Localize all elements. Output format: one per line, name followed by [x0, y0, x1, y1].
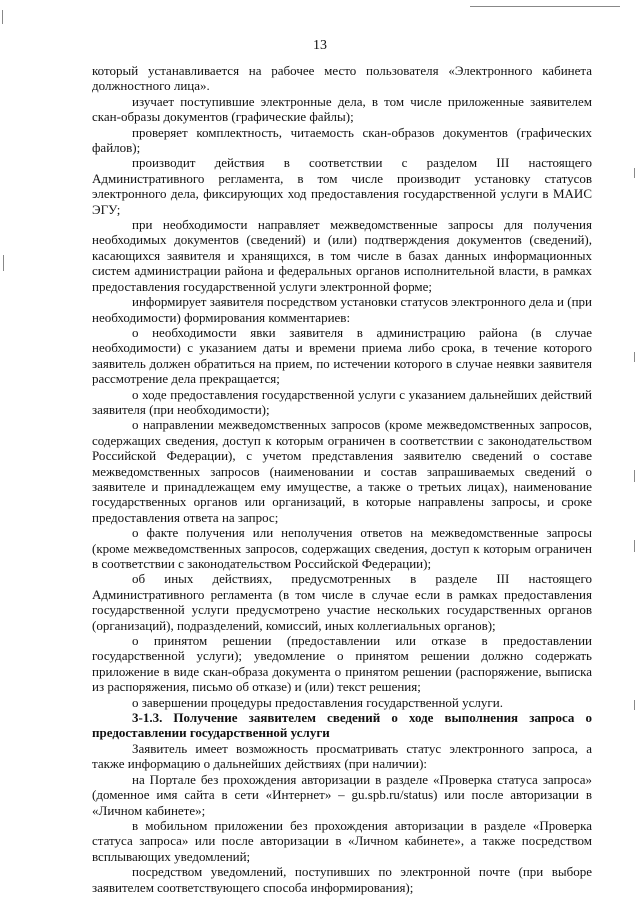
paragraph: Заявитель имеет возможность просматривать статус электронного запроса, а также информацию о дальнейших действиях (при наличии): — [92, 740, 592, 772]
scan-mark-left-1 — [2, 10, 3, 24]
paragraph: производит действия в соответствии с разделом III настоящего Административного регламента, в том числе производит установку статусов электронного дела, фиксирующих ход предоставления государственной услуги в МАИС ЭГУ; — [92, 155, 592, 217]
paragraph: который устанавливается на рабочее место пользователя «Электронного кабинета должностного лица». — [92, 63, 592, 94]
section-heading: 3-1.3. Получение заявителем сведений о ходе выполнения запроса о предоставлении государственной услуги — [92, 710, 592, 741]
paragraph: о факте получения или неполучения ответов на межведомственные запросы (кроме межведомственных запросов, содержащих сведения, доступ к которым ограничен в соответствии с законодательством Российской Федерации); — [92, 525, 592, 571]
scan-mark-right-4 — [634, 540, 635, 552]
paragraph: на Портале без прохождения авторизации в разделе «Проверка статуса запроса» (доменное имя сайта в сети «Интернет» – gu.spb.ru/status) или после авторизации в «Личном кабинете»; — [92, 771, 592, 818]
paragraph: информирует заявителя посредством установки статусов электронного дела и (при необходимости) формирования комментариев: — [92, 294, 592, 325]
scan-mark-right-3 — [634, 470, 635, 482]
paragraph: о необходимости явки заявителя в администрацию района (в случае необходимости) с указанием даты и времени приема либо срока, в течение которого заявитель должен обратиться на прием, по истечении которого в случае неявки заявителя рассмотрение дела прекращается; — [92, 324, 592, 387]
paragraph: при необходимости направляет межведомственные запросы для получения необходимых документов (сведений) и (или) подтверждения документов (сведений), касающихся заявителя и хранящихся, в том числе в базах данных информационных систем администрации района и федеральных органов исполнительной власти, в рамках предоставления государственной услуги электронной форме; — [92, 217, 592, 294]
paragraph: в мобильном приложении без прохождения авторизации в разделе «Проверка статуса запроса» или после авторизации в «Личном кабинете», а также посредством всплывающих уведомлений; — [92, 817, 592, 864]
scan-mark-right-2 — [634, 352, 635, 362]
paragraph: о ходе предоставления государственной услуги с указанием дальнейших действий заявителя (при необходимости); — [92, 386, 592, 417]
paragraph: о завершении процедуры предоставления государственной услуги. — [132, 694, 503, 710]
scan-mark-right-5 — [634, 700, 635, 710]
scan-mark-right-1 — [634, 168, 635, 178]
paragraph: проверяет комплектность, читаемость скан-образов документов (графических файлов); — [92, 124, 592, 156]
scan-mark-top-right — [470, 6, 620, 7]
page-number: 13 — [313, 38, 327, 53]
scan-mark-left-2 — [3, 255, 4, 271]
paragraph: о принятом решении (предоставлении или отказе в предоставлении государственной услуги); уведомление о принятом решении должно содержать приложение в виде скан-образа документа о принятом решении (распоряжение, выписка из распоряжения, письмо об отказе) и (или) текст решения; — [92, 633, 592, 695]
paragraph: о направлении межведомственных запросов (кроме межведомственных запросов, содержащих сведения, доступ к которым ограничен в соответствии с законодательством Российской Федерации), с учетом представления заявителю сведений о составе межведомственных запросов (наименовании и состав запрашиваемых сведений о заявителе и принадлежащем ему имуществе, а также о третьих лицах), наименование государственных органов или организаций, в которые направлены запросы, и сроке предоставления ответа на запрос; — [92, 417, 592, 525]
document-body — [92, 63, 592, 895]
paragraph: об иных действиях, предусмотренных в разделе III настоящего Административного регламента (в том числе в случае если в рамках предоставления государственной услуги предусмотрено участие нескольких государственных органов (организаций), подразделений, комиссий, иных коллегиальных органов); — [92, 571, 592, 633]
paragraph: посредством уведомлений, поступивших по электронной почте (при выборе заявителем соответствующего способа информирования); — [92, 864, 592, 895]
paragraph: изучает поступившие электронные дела, в том числе приложенные заявителем скан-образы документов (графические файлы); — [92, 93, 592, 125]
